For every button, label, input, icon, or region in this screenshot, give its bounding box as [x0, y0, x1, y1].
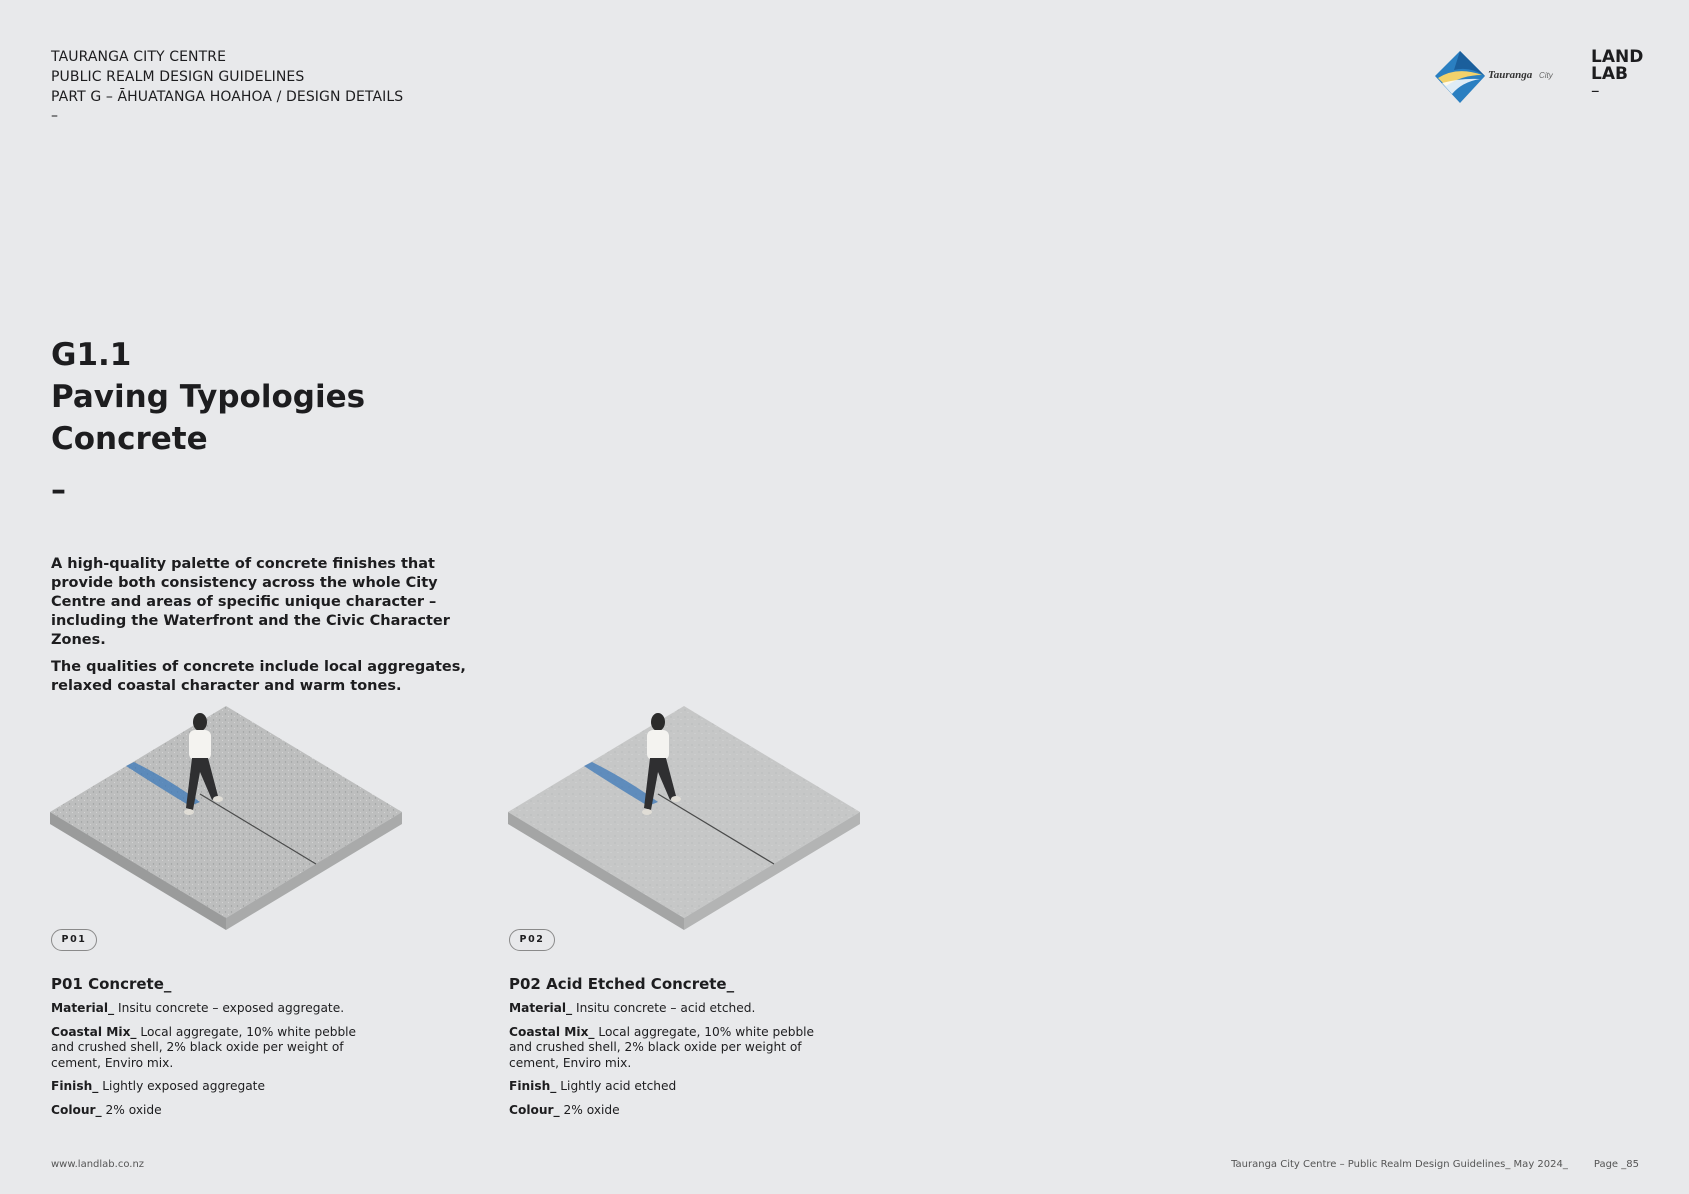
p02-finish [509, 1079, 829, 1095]
p01-badge: P01 [51, 929, 97, 951]
section-title-line-2: Concrete [51, 421, 208, 457]
section-number: G1.1 [51, 337, 132, 373]
coastal-mix-label: Coastal Mix_ [51, 1024, 137, 1039]
footer-page-number: Page _85 [1593, 1159, 1639, 1170]
material-label: Material_ [51, 1001, 115, 1015]
coastal-mix-label: Coastal Mix_ [509, 1024, 595, 1039]
p01-material [51, 1001, 371, 1017]
brand-line-2: LAB [1591, 64, 1628, 84]
finish-value: Lightly acid etched [556, 1079, 677, 1093]
p02-colour [509, 1103, 829, 1119]
colour-label: Colour_ [51, 1102, 102, 1117]
colour-value: 2% oxide [101, 1102, 162, 1117]
p02-coastal-mix [509, 1025, 829, 1072]
p02-acid-etched-slab-image [508, 700, 868, 930]
brand-line-1: LAND [1591, 47, 1644, 67]
section-title-line-1: Paving Typologies [51, 379, 366, 415]
p02-material [509, 1001, 829, 1017]
footer-info [1231, 1159, 1639, 1170]
footer-document-title: Tauranga City Centre – Public Realm Design Guidelines_ May 2024_ [1231, 1159, 1568, 1170]
intro-paragraph-2: The qualities of concrete include local aggregates, relaxed coastal character and warm tones. [51, 659, 466, 694]
finish-label: Finish_ [509, 1079, 557, 1093]
header-line-3: PART G – ĀHUATANGA HOAHOA / DESIGN DETAILS [51, 89, 404, 105]
p01-coastal-mix [51, 1025, 371, 1072]
material-value: Insitu concrete – exposed aggregate. [114, 1001, 345, 1015]
section-title [51, 334, 365, 460]
material-value: Insitu concrete – acid etched. [572, 1001, 756, 1015]
p02-badge: P02 [509, 929, 555, 951]
landlab-brand [1591, 49, 1643, 100]
coastal-mix-value: Local aggregate, 10% white pebble and crushed shell, 2% black oxide per weight of cement, Enviro mix. [51, 1024, 357, 1070]
coastal-mix-value: Local aggregate, 10% white pebble and crushed shell, 2% black oxide per weight of cement, Enviro mix. [509, 1024, 815, 1070]
brand-dash: – [1591, 81, 1600, 101]
finish-value: Lightly exposed aggregate [98, 1079, 265, 1093]
p01-colour [51, 1103, 371, 1119]
p01-concrete-slab-image [50, 700, 410, 930]
intro-text [51, 555, 491, 704]
header-line-2: PUBLIC REALM DESIGN GUIDELINES [51, 69, 305, 85]
logo-text-sub: City [1539, 71, 1553, 80]
p02-title: P02 Acid Etched Concrete_ [509, 975, 735, 993]
footer-website: www.landlab.co.nz [51, 1159, 145, 1170]
colour-value: 2% oxide [559, 1102, 620, 1117]
p02-spec [509, 975, 829, 1126]
material-label: Material_ [509, 1001, 573, 1015]
header-line-1: TAURANGA CITY CENTRE [51, 49, 227, 65]
header-dash: – [51, 108, 59, 124]
p01-spec [51, 975, 371, 1126]
document-header [51, 47, 403, 125]
tauranga-city-logo [1432, 48, 1562, 106]
colour-label: Colour_ [509, 1102, 560, 1117]
p01-finish [51, 1079, 371, 1095]
p01-title: P01 Concrete_ [51, 975, 172, 993]
section-dash: – [51, 473, 66, 508]
intro-paragraph-1: A high-quality palette of concrete finishes that provide both consistency across the whole City Centre and areas of specific unique character – including the Waterfront and the Civic Character Zones. [51, 556, 450, 648]
finish-label: Finish_ [51, 1079, 99, 1093]
logo-text-main: Tauranga [1488, 69, 1533, 81]
